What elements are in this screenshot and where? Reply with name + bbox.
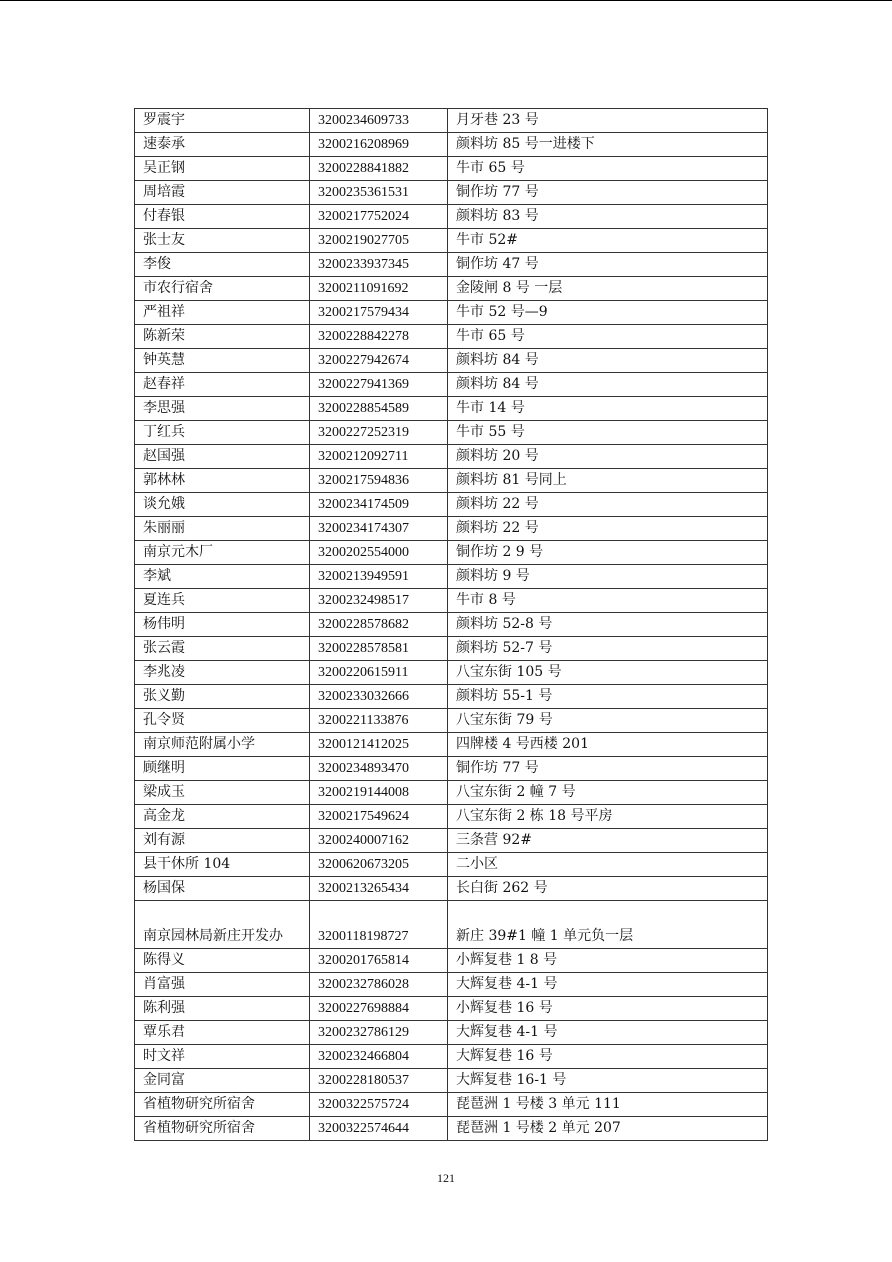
table-row	[135, 325, 768, 349]
code-cell: 3200240007162	[310, 829, 448, 853]
address-cell: 颜料坊 52-8 号	[448, 613, 768, 637]
name-cell: 陈利强	[135, 997, 310, 1021]
table-row	[135, 1117, 768, 1141]
table-row	[135, 829, 768, 853]
table-row	[135, 1069, 768, 1093]
code-cell: 3200213949591	[310, 565, 448, 589]
name-cell: 覃乐君	[135, 1021, 310, 1045]
code-cell: 3200620673205	[310, 853, 448, 877]
name-cell: 钟英慧	[135, 349, 310, 373]
name-cell: 丁红兵	[135, 421, 310, 445]
name-cell: 李斌	[135, 565, 310, 589]
table-row	[135, 757, 768, 781]
address-cell: 颜料坊 85 号一进楼下	[448, 133, 768, 157]
address-cell: 小辉复巷 1 8 号	[448, 949, 768, 973]
name-cell: 赵春祥	[135, 373, 310, 397]
table-row	[135, 613, 768, 637]
table-row	[135, 805, 768, 829]
code-cell: 3200227698884	[310, 997, 448, 1021]
name-cell: 高金龙	[135, 805, 310, 829]
code-cell: 3200234174509	[310, 493, 448, 517]
table-row	[135, 661, 768, 685]
code-cell: 3200217752024	[310, 205, 448, 229]
name-cell: 陈得义	[135, 949, 310, 973]
address-cell: 颜料坊 55-1 号	[448, 685, 768, 709]
address-cell: 八宝东街 79 号	[448, 709, 768, 733]
code-cell: 3200228578581	[310, 637, 448, 661]
name-cell: 周培霞	[135, 181, 310, 205]
code-cell: 3200213265434	[310, 877, 448, 901]
address-cell: 颜料坊 20 号	[448, 445, 768, 469]
code-cell: 3200217549624	[310, 805, 448, 829]
address-cell: 八宝东街 105 号	[448, 661, 768, 685]
table-row	[135, 853, 768, 877]
table-row	[135, 157, 768, 181]
name-cell: 李俊	[135, 253, 310, 277]
code-cell: 3200322575724	[310, 1093, 448, 1117]
table-row	[135, 205, 768, 229]
name-cell: 刘有源	[135, 829, 310, 853]
address-cell: 小辉复巷 16 号	[448, 997, 768, 1021]
name-cell: 肖富强	[135, 973, 310, 997]
address-cell: 大辉复巷 16 号	[448, 1045, 768, 1069]
table-row	[135, 349, 768, 373]
table-row	[135, 733, 768, 757]
address-cell: 颜料坊 84 号	[448, 373, 768, 397]
address-cell: 大辉复巷 16-1 号	[448, 1069, 768, 1093]
code-cell: 3200118198727	[310, 901, 448, 949]
name-cell: 顾继明	[135, 757, 310, 781]
address-cell: 八宝东街 2 幢 7 号	[448, 781, 768, 805]
address-cell: 三条营 92#	[448, 829, 768, 853]
address-cell: 牛市 65 号	[448, 325, 768, 349]
code-cell: 3200234174307	[310, 517, 448, 541]
table-row	[135, 997, 768, 1021]
table-row	[135, 709, 768, 733]
table-row	[135, 181, 768, 205]
address-cell: 牛市 52#	[448, 229, 768, 253]
code-cell: 3200228854589	[310, 397, 448, 421]
name-cell: 张义勤	[135, 685, 310, 709]
name-cell: 梁成玉	[135, 781, 310, 805]
address-cell: 金陵闸 8 号 一层	[448, 277, 768, 301]
table-row	[135, 685, 768, 709]
name-cell: 南京园林局新庄开发办	[135, 901, 310, 949]
code-cell: 3200228841882	[310, 157, 448, 181]
code-cell: 3200233937345	[310, 253, 448, 277]
address-cell: 颜料坊 9 号	[448, 565, 768, 589]
code-cell: 3200232786129	[310, 1021, 448, 1045]
address-cell: 铜作坊 47 号	[448, 253, 768, 277]
code-cell: 3200221133876	[310, 709, 448, 733]
table-row	[135, 421, 768, 445]
code-cell: 3200234893470	[310, 757, 448, 781]
address-cell: 八宝东街 2 栋 18 号平房	[448, 805, 768, 829]
table-row	[135, 1045, 768, 1069]
name-cell: 杨国保	[135, 877, 310, 901]
page-number: 121	[437, 1171, 455, 1185]
name-cell: 省植物研究所宿舍	[135, 1117, 310, 1141]
code-cell: 3200217594836	[310, 469, 448, 493]
address-cell: 新庄 39#1 幢 1 单元负一层	[448, 901, 768, 949]
code-cell: 3200228578682	[310, 613, 448, 637]
name-cell: 杨伟明	[135, 613, 310, 637]
address-cell: 四牌楼 4 号西楼 201	[448, 733, 768, 757]
address-cell: 大辉复巷 4-1 号	[448, 973, 768, 997]
table-row	[135, 973, 768, 997]
address-cell: 牛市 65 号	[448, 157, 768, 181]
name-cell: 朱丽丽	[135, 517, 310, 541]
code-cell: 3200220615911	[310, 661, 448, 685]
name-cell: 金同富	[135, 1069, 310, 1093]
code-cell: 3200216208969	[310, 133, 448, 157]
address-cell: 牛市 14 号	[448, 397, 768, 421]
name-cell: 罗震宇	[135, 109, 310, 133]
address-cell: 铜作坊 77 号	[448, 181, 768, 205]
code-cell: 3200219144008	[310, 781, 448, 805]
code-cell: 3200227252319	[310, 421, 448, 445]
address-cell: 铜作坊 77 号	[448, 757, 768, 781]
code-cell: 3200232786028	[310, 973, 448, 997]
code-cell: 3200235361531	[310, 181, 448, 205]
name-cell: 郭林林	[135, 469, 310, 493]
address-cell: 铜作坊 2 9 号	[448, 541, 768, 565]
code-cell: 3200232498517	[310, 589, 448, 613]
name-cell: 张云霞	[135, 637, 310, 661]
table-row	[135, 877, 768, 901]
name-cell: 谈允娥	[135, 493, 310, 517]
address-cell: 牛市 8 号	[448, 589, 768, 613]
address-cell: 长白街 262 号	[448, 877, 768, 901]
address-cell: 二小区	[448, 853, 768, 877]
address-cell: 颜料坊 22 号	[448, 517, 768, 541]
table-row	[135, 901, 768, 949]
name-cell: 吴正钢	[135, 157, 310, 181]
name-cell: 孔令贤	[135, 709, 310, 733]
table-row	[135, 253, 768, 277]
top-border-line	[0, 0, 892, 1]
code-cell: 3200217579434	[310, 301, 448, 325]
code-cell: 3200202554000	[310, 541, 448, 565]
table-row	[135, 589, 768, 613]
name-cell: 严祖祥	[135, 301, 310, 325]
name-cell: 时文祥	[135, 1045, 310, 1069]
name-cell: 南京元木厂	[135, 541, 310, 565]
address-cell: 颜料坊 84 号	[448, 349, 768, 373]
code-cell: 3200228180537	[310, 1069, 448, 1093]
table-row	[135, 565, 768, 589]
table-row	[135, 109, 768, 133]
name-cell: 南京师范附属小学	[135, 733, 310, 757]
name-cell: 夏连兵	[135, 589, 310, 613]
name-cell: 县干休所 104	[135, 853, 310, 877]
table-row	[135, 133, 768, 157]
table-row	[135, 493, 768, 517]
code-cell: 3200233032666	[310, 685, 448, 709]
name-cell: 陈新荣	[135, 325, 310, 349]
address-cell: 琵琶洲 1 号楼 2 单元 207	[448, 1117, 768, 1141]
table-row	[135, 781, 768, 805]
address-cell: 大辉复巷 4-1 号	[448, 1021, 768, 1045]
name-cell: 付春银	[135, 205, 310, 229]
name-cell: 速泰承	[135, 133, 310, 157]
records-table-body	[135, 109, 768, 1141]
name-cell: 李兆凌	[135, 661, 310, 685]
address-cell: 琵琶洲 1 号楼 3 单元 111	[448, 1093, 768, 1117]
table-row	[135, 949, 768, 973]
records-table	[134, 108, 768, 1141]
code-cell: 3200234609733	[310, 109, 448, 133]
table-row	[135, 1093, 768, 1117]
address-cell: 颜料坊 52-7 号	[448, 637, 768, 661]
table-row	[135, 517, 768, 541]
code-cell: 3200121412025	[310, 733, 448, 757]
table-row	[135, 637, 768, 661]
address-cell: 牛市 55 号	[448, 421, 768, 445]
name-cell: 张士友	[135, 229, 310, 253]
code-cell: 3200219027705	[310, 229, 448, 253]
table-row	[135, 445, 768, 469]
code-cell: 3200227942674	[310, 349, 448, 373]
code-cell: 3200211091692	[310, 277, 448, 301]
code-cell: 3200232466804	[310, 1045, 448, 1069]
table-row	[135, 1021, 768, 1045]
table-row	[135, 277, 768, 301]
address-cell: 颜料坊 83 号	[448, 205, 768, 229]
address-cell: 牛市 52 号—9	[448, 301, 768, 325]
name-cell: 市农行宿舍	[135, 277, 310, 301]
table-row	[135, 373, 768, 397]
code-cell: 3200201765814	[310, 949, 448, 973]
code-cell: 3200228842278	[310, 325, 448, 349]
name-cell: 李思强	[135, 397, 310, 421]
table-row	[135, 541, 768, 565]
name-cell: 省植物研究所宿舍	[135, 1093, 310, 1117]
address-cell: 月牙巷 23 号	[448, 109, 768, 133]
address-cell: 颜料坊 22 号	[448, 493, 768, 517]
table-row	[135, 301, 768, 325]
address-cell: 颜料坊 81 号同上	[448, 469, 768, 493]
code-cell: 3200227941369	[310, 373, 448, 397]
code-cell: 3200212092711	[310, 445, 448, 469]
table-row	[135, 397, 768, 421]
code-cell: 3200322574644	[310, 1117, 448, 1141]
table-row	[135, 229, 768, 253]
table-row	[135, 469, 768, 493]
name-cell: 赵国强	[135, 445, 310, 469]
